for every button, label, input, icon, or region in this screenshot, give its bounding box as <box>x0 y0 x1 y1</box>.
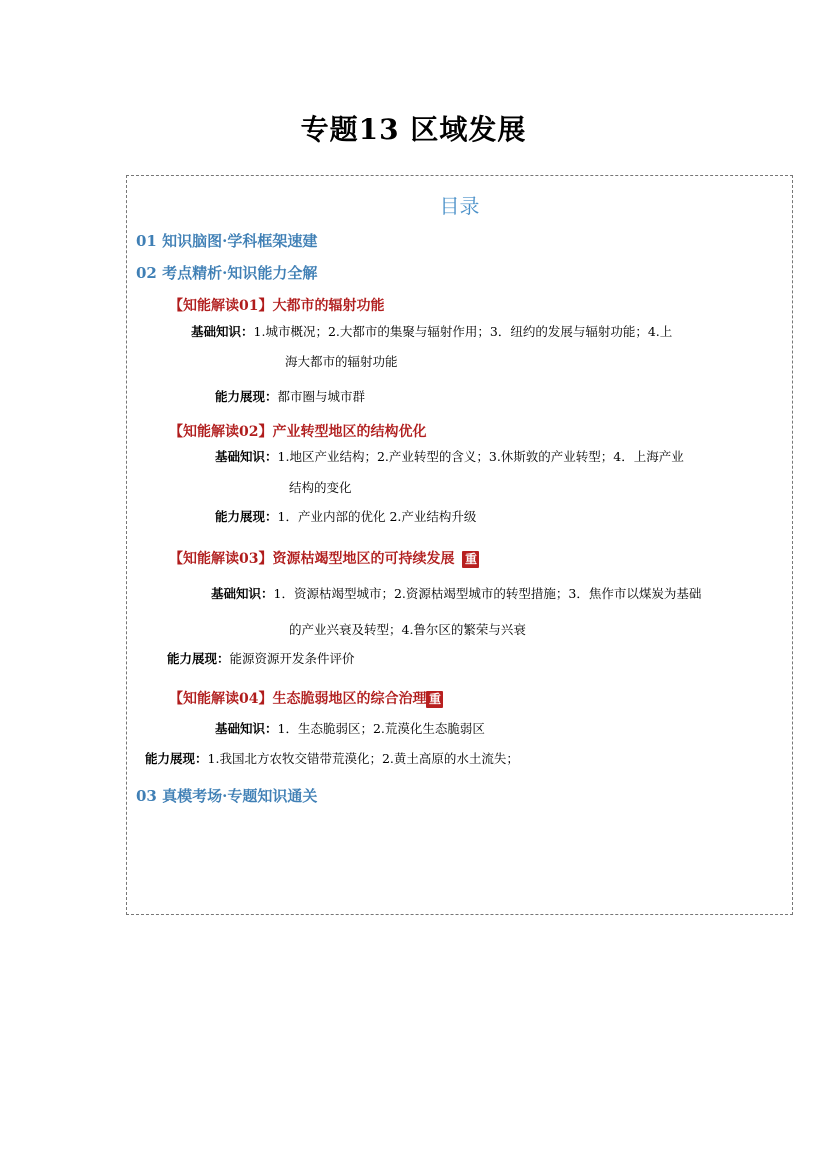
important-badge-icon: 重 <box>462 551 479 568</box>
table-of-contents <box>126 175 793 915</box>
basic-knowledge-label: 基础知识： <box>211 586 274 601</box>
toc-item-02[interactable]: 【知能解读02】产业转型地区的结构优化 <box>169 424 427 440</box>
ability-text: 1.我国北方农牧交错带荒漠化；2.黄土高原的水土流失； <box>207 751 519 766</box>
toc-item-02-ability <box>215 502 476 532</box>
important-badge-icon: 重 <box>426 691 443 708</box>
basic-knowledge-text: 1.地区产业结构；2.产业转型的含义；3.休斯敦的产业转型；4．上海产业 <box>277 449 684 464</box>
toc-item-04-label: 【知能解读04】生态脆弱地区的综合治理 <box>169 691 427 707</box>
toc-item-03[interactable] <box>169 548 479 568</box>
basic-knowledge-label: 基础知识： <box>191 324 254 339</box>
basic-knowledge-continued: 的产业兴衰及转型；4.鲁尔区的繁荣与兴衰 <box>289 622 526 637</box>
toc-section-01[interactable]: 01 知识脑图·学科框架速建 <box>136 232 318 250</box>
ability-text: 都市圈与城市群 <box>277 389 366 404</box>
toc-item-02-basic <box>215 442 684 472</box>
toc-item-03-ability <box>167 644 355 674</box>
toc-item-04[interactable] <box>169 688 443 708</box>
basic-knowledge-text: 1.城市概况；2.大都市的集聚与辐射作用；3．纽约的发展与辐射功能；4.上 <box>253 324 673 339</box>
ability-label: 能力展现： <box>145 751 208 766</box>
basic-knowledge-text: 1．资源枯竭型城市；2.资源枯竭型城市的转型措施；3．焦作市以煤炭为基础 <box>273 586 702 601</box>
toc-item-03-label: 【知能解读03】资源枯竭型地区的可持续发展 <box>169 551 455 567</box>
ability-text: 1．产业内部的优化 2.产业结构升级 <box>277 509 477 524</box>
toc-item-03-basic <box>211 579 701 609</box>
basic-knowledge-label: 基础知识： <box>215 721 278 736</box>
ability-label: 能力展现： <box>167 651 230 666</box>
toc-item-04-basic <box>215 714 485 744</box>
toc-item-04-ability <box>145 744 519 774</box>
basic-knowledge-continued: 结构的变化 <box>289 480 352 495</box>
basic-knowledge-label: 基础知识： <box>215 449 278 464</box>
ability-text: 能源资源开发条件评价 <box>229 651 355 666</box>
toc-item-01[interactable]: 【知能解读01】大都市的辐射功能 <box>169 298 385 314</box>
basic-knowledge-continued: 海大都市的辐射功能 <box>285 354 398 369</box>
ability-label: 能力展现： <box>215 389 278 404</box>
page-title: 专题13 区域发展 <box>300 113 527 146</box>
toc-item-01-basic <box>191 317 672 347</box>
toc-heading: 目录 <box>439 194 480 218</box>
ability-label: 能力展现： <box>215 509 278 524</box>
toc-section-02[interactable]: 02 考点精析·知识能力全解 <box>136 264 318 282</box>
basic-knowledge-text: 1．生态脆弱区；2.荒漠化生态脆弱区 <box>277 721 485 736</box>
toc-item-01-ability <box>215 382 365 412</box>
toc-section-03[interactable]: 03 真模考场·专题知识通关 <box>136 787 318 805</box>
